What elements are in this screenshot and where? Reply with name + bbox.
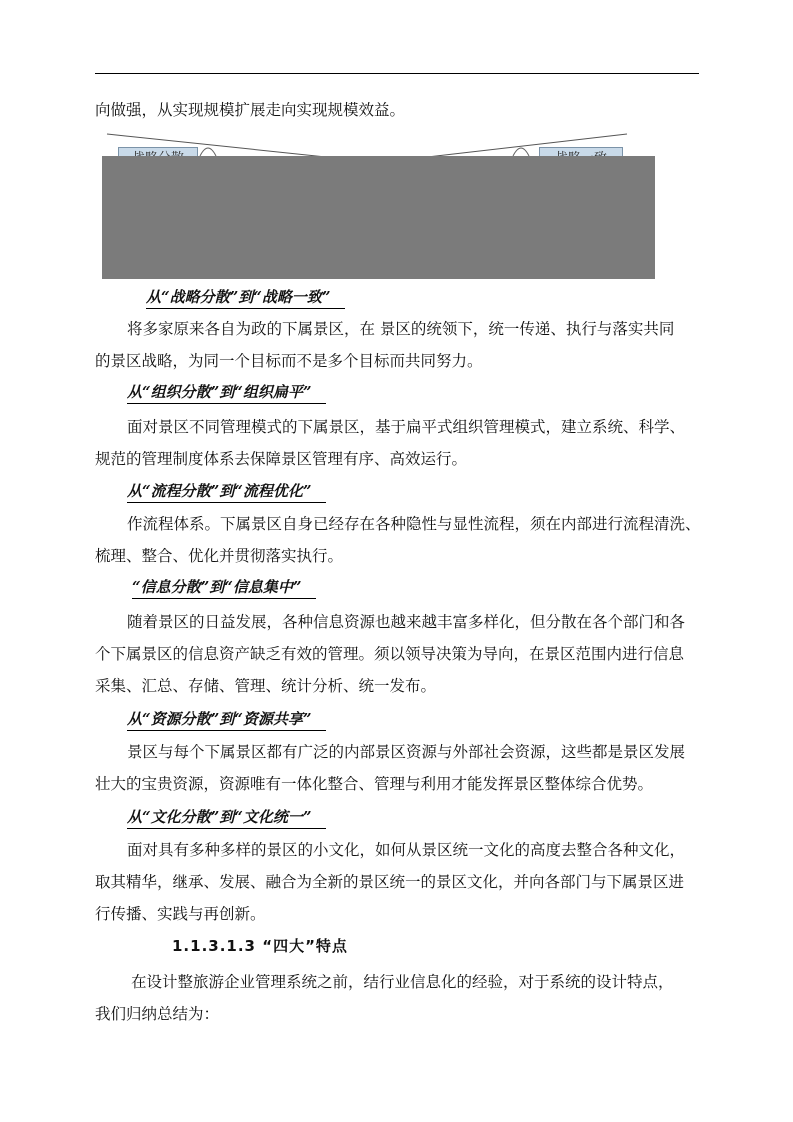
right-arc [513,148,529,156]
information-line-2: 个下属景区的信息资产缺乏有效的管理。须以领导决策为导向，在景区范围内进行信息 [95,645,685,663]
culture-line-3: 行传播、实践与再创新。 [95,905,266,923]
heading-strategy: 从“战略分散”到“战略一致” [146,286,345,309]
strategy-diagram [95,126,665,286]
closing-line-1: 在设计整旅游企业管理系统之前，结行业信息化的经验，对于系统的设计特点， [131,973,674,991]
diagram-redacted-area [102,156,655,279]
strategy-line-1: 将多家原来各自为政的下属景区，在 景区的统领下，统一传递、执行与落实共同 [127,320,675,338]
heading-resources: 从“资源分散”到“资源共享” [127,708,326,731]
organization-line-1: 面对景区不同管理模式的下属景区，基于扁平式组织管理模式，建立系统、科学、 [127,418,686,436]
information-line-1: 随着景区的日益发展，各种信息资源也越来越丰富多样化，但分散在各个部门和各 [127,613,686,631]
subsection-title: “四大”特点 [262,937,348,955]
information-line-3: 采集、汇总、存储、管理、统计分析、统一发布。 [95,677,437,695]
subsection-heading [172,935,348,957]
process-line-2: 梳理、整合、优化并贯彻落实执行。 [95,547,344,565]
strategy-line-2: 的景区战略，为同一个目标而不是多个目标而共同努力。 [95,352,483,370]
resources-line-1: 景区与每个下属景区都有广泛的内部景区资源与外部社会资源，这些都是景区发展 [127,743,686,761]
continuation-text: 向做强，从实现规模扩展走向实现规模效益。 [95,101,406,119]
resources-line-2: 壮大的宝贵资源，资源唯有一体化整合、管理与利用才能发挥景区整体综合优势。 [95,775,654,793]
header-rule [95,73,699,74]
heading-information: “信息分散”到“信息集中” [132,576,316,599]
closing-line-2: 我们归纳总结为： [95,1005,220,1023]
process-line-1: 作流程体系。下属景区自身已经存在各种隐性与显性流程，须在内部进行流程清洗、 [127,515,701,533]
left-arc [200,148,216,156]
heading-process: 从“流程分散”到“流程优化” [127,480,326,503]
culture-line-2: 取其精华，继承、发展、融合为全新的景区统一的景区文化，并向各部门与下属景区进 [95,873,685,891]
heading-culture: 从“文化分散”到“文化统一” [127,806,326,829]
organization-line-2: 规范的管理制度体系去保障景区管理有序、高效运行。 [95,450,468,468]
heading-organization: 从“组织分散”到“组织扁平” [127,381,326,404]
culture-line-1: 面对具有多种多样的景区的小文化，如何从景区统一文化的高度去整合各种文化， [127,841,686,859]
subsection-number: 1.1.3.1.3 [172,937,256,955]
